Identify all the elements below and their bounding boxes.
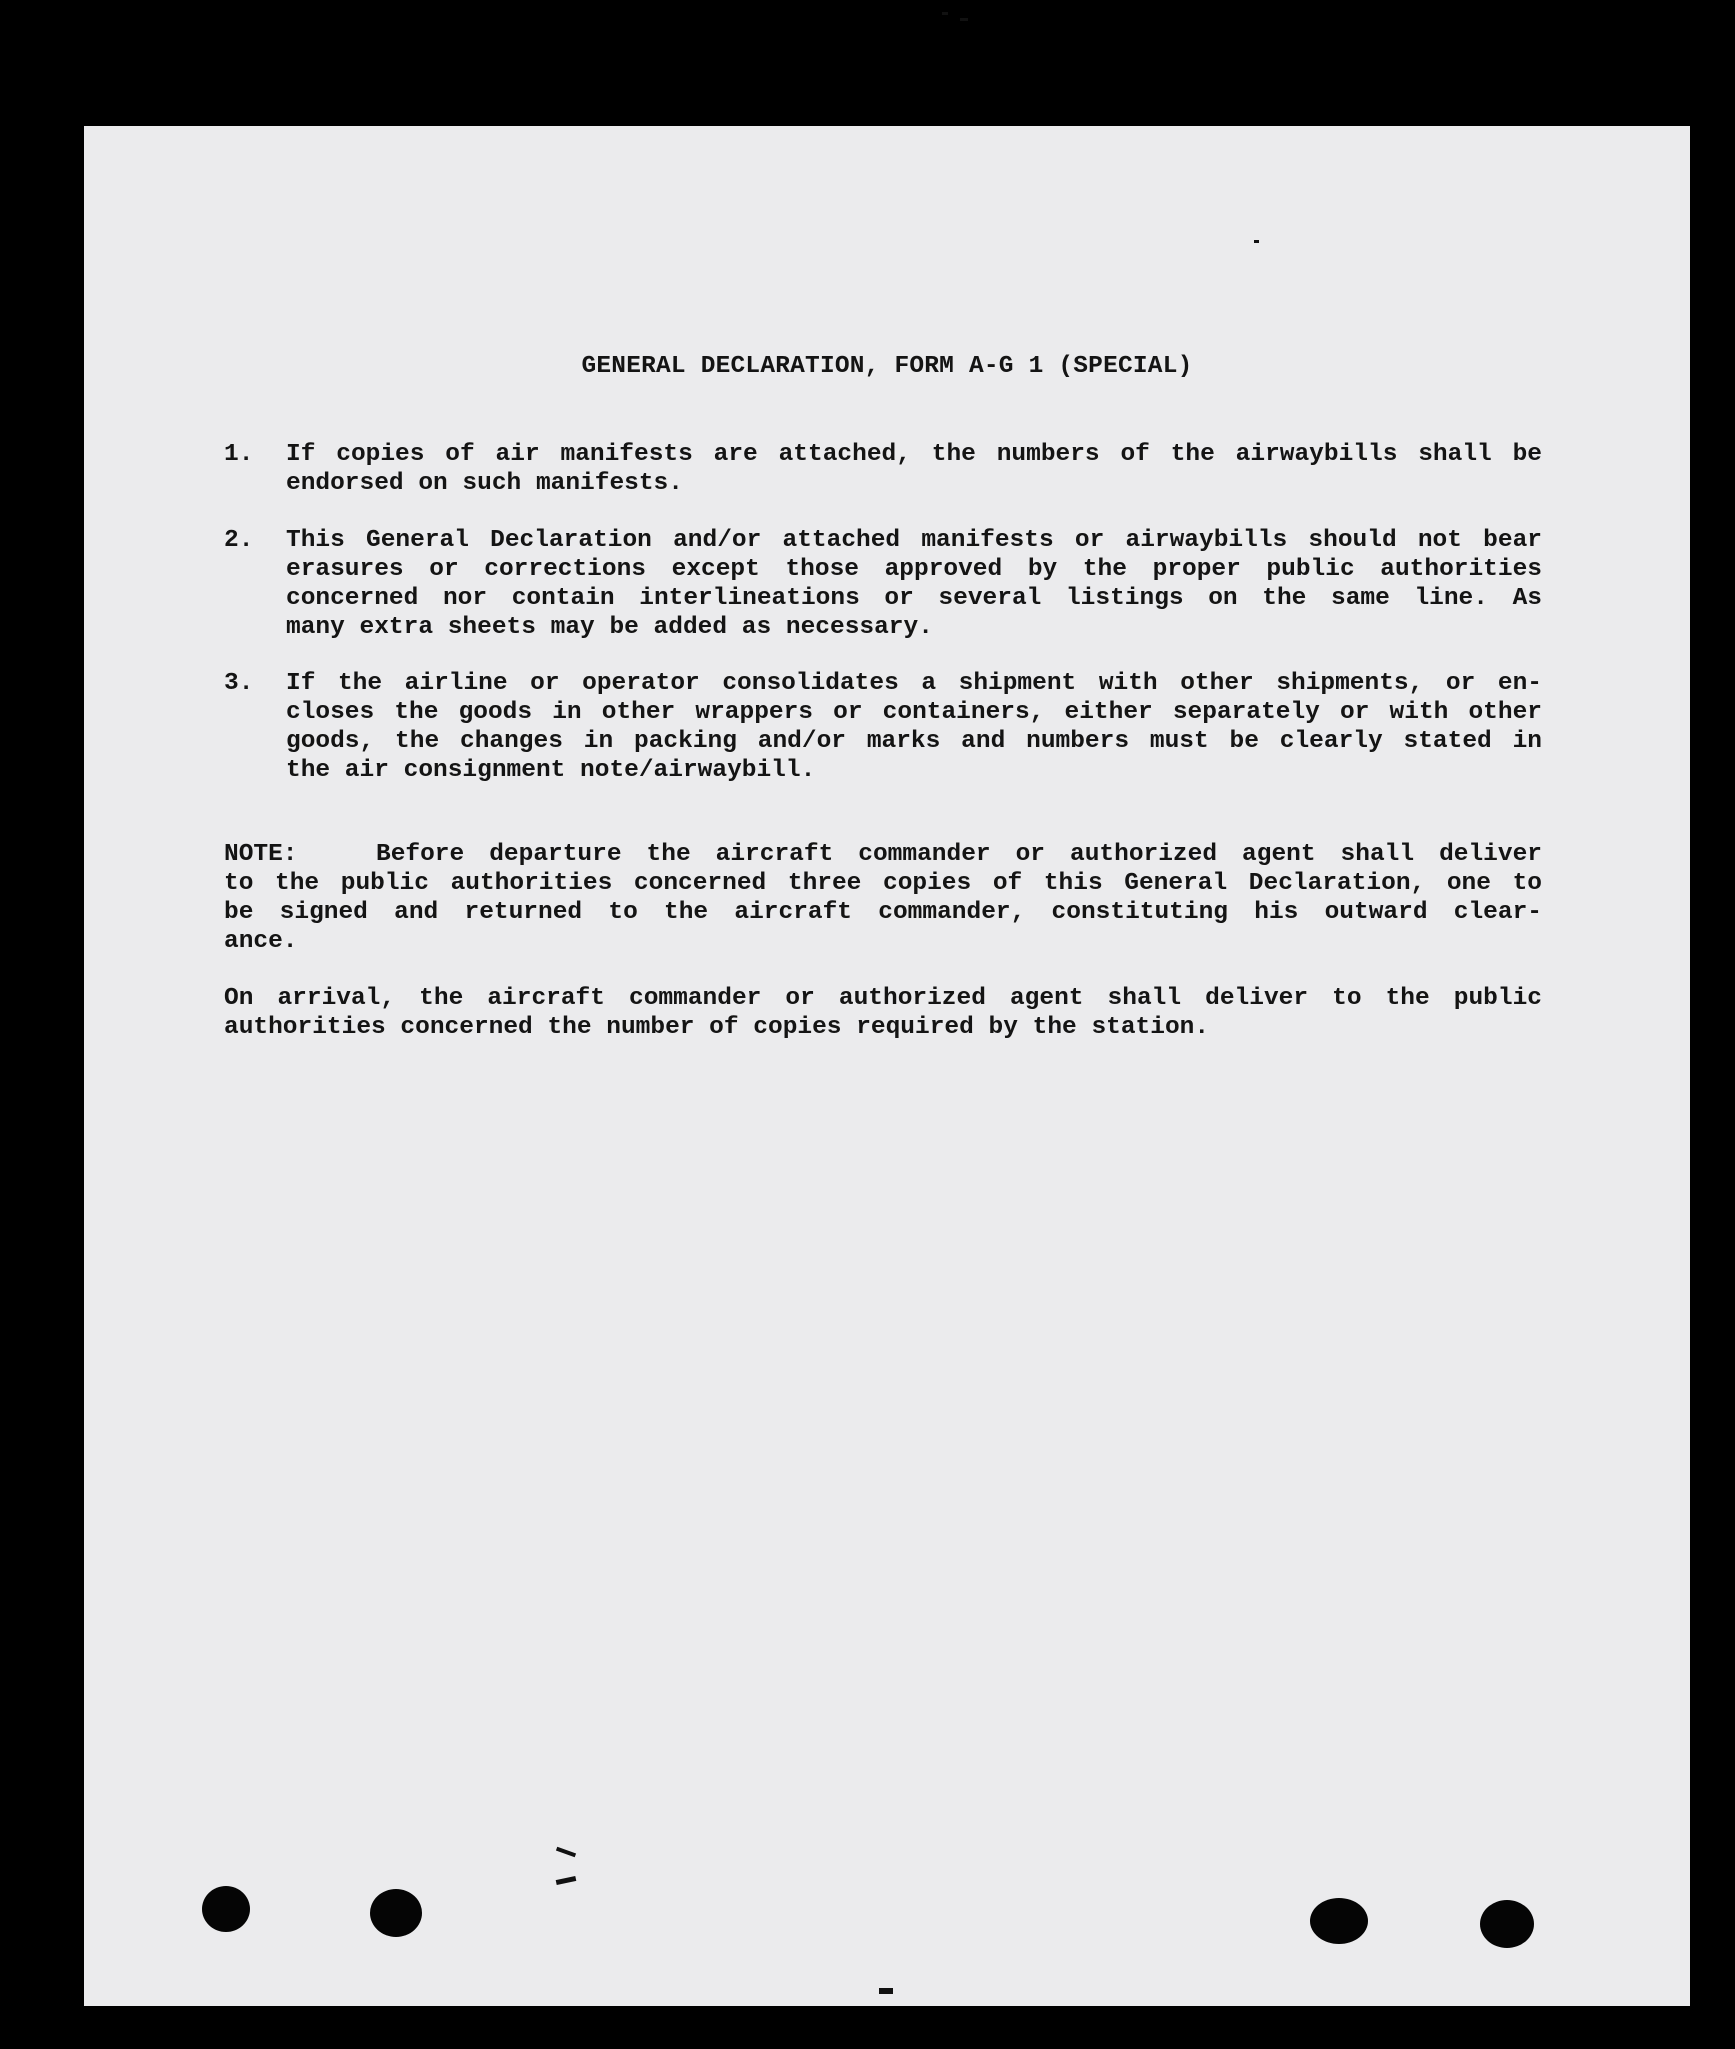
- item-line: erasures or corrections except those approved by the proper public authorities: [286, 556, 1542, 583]
- scan-speck: [1254, 240, 1259, 243]
- scan-speck: [556, 1847, 576, 1858]
- instruction-item-2: [224, 526, 1542, 642]
- item-line: goods, the changes in packing and/or marks and numbers must be clearly stated in: [286, 728, 1542, 755]
- note-first-line: [224, 840, 1542, 869]
- arrival-line: On arrival, the aircraft commander or authorized agent shall deliver to the public: [224, 985, 1542, 1012]
- note-label: NOTE:: [224, 841, 298, 868]
- instruction-item-3: [224, 669, 1542, 785]
- declaration-document: [84, 126, 1690, 2006]
- item-number: 3.: [224, 670, 254, 697]
- note-line: be signed and returned to the aircraft commander, constituting his outward clear-: [224, 899, 1542, 926]
- item-number: 2.: [224, 527, 254, 554]
- scan-speck: [960, 18, 968, 21]
- note-line: ance.: [224, 928, 298, 955]
- punch-hole: [1480, 1900, 1534, 1948]
- item-line: If copies of air manifests are attached, the numbers of the airwaybills shall be: [286, 441, 1542, 468]
- item-line: closes the goods in other wrappers or containers, either separately or with other: [286, 699, 1542, 726]
- document-title: GENERAL DECLARATION, FORM A-G 1 (SPECIAL): [581, 353, 1193, 380]
- instruction-item-1: [224, 440, 1542, 498]
- item-number: 1.: [224, 441, 254, 468]
- item-line: If the airline or operator consolidates a shipment with other shipments, or en-: [286, 670, 1542, 697]
- scan-speck: [556, 1876, 577, 1885]
- item-text: [286, 526, 1542, 642]
- item-text: [286, 669, 1542, 785]
- paper-sheet: [84, 126, 1690, 2006]
- arrival-line: authorities concerned the number of copies required by the station.: [224, 1014, 1210, 1041]
- note-paragraph: [224, 840, 1542, 956]
- item-text: [286, 440, 1542, 498]
- note-line: Before departure the aircraft commander or authorized agent shall deliver: [376, 841, 1542, 868]
- item-line: the air consignment note/airwaybill.: [286, 757, 816, 784]
- item-line: many extra sheets may be added as necessary.: [286, 614, 933, 641]
- scan-speck: [942, 12, 948, 15]
- punch-hole: [370, 1889, 422, 1937]
- item-line: This General Declaration and/or attached manifests or airwaybills should not bear: [286, 527, 1542, 554]
- punch-hole: [202, 1886, 250, 1932]
- punch-hole: [1310, 1898, 1368, 1944]
- item-line: concerned nor contain interlineations or several listings on the same line. As: [286, 585, 1542, 612]
- scan-speck: [879, 1988, 893, 1994]
- item-line: endorsed on such manifests.: [286, 470, 683, 497]
- note-line: to the public authorities concerned three copies of this General Declaration, one to: [224, 870, 1542, 897]
- arrival-paragraph: [224, 984, 1542, 1042]
